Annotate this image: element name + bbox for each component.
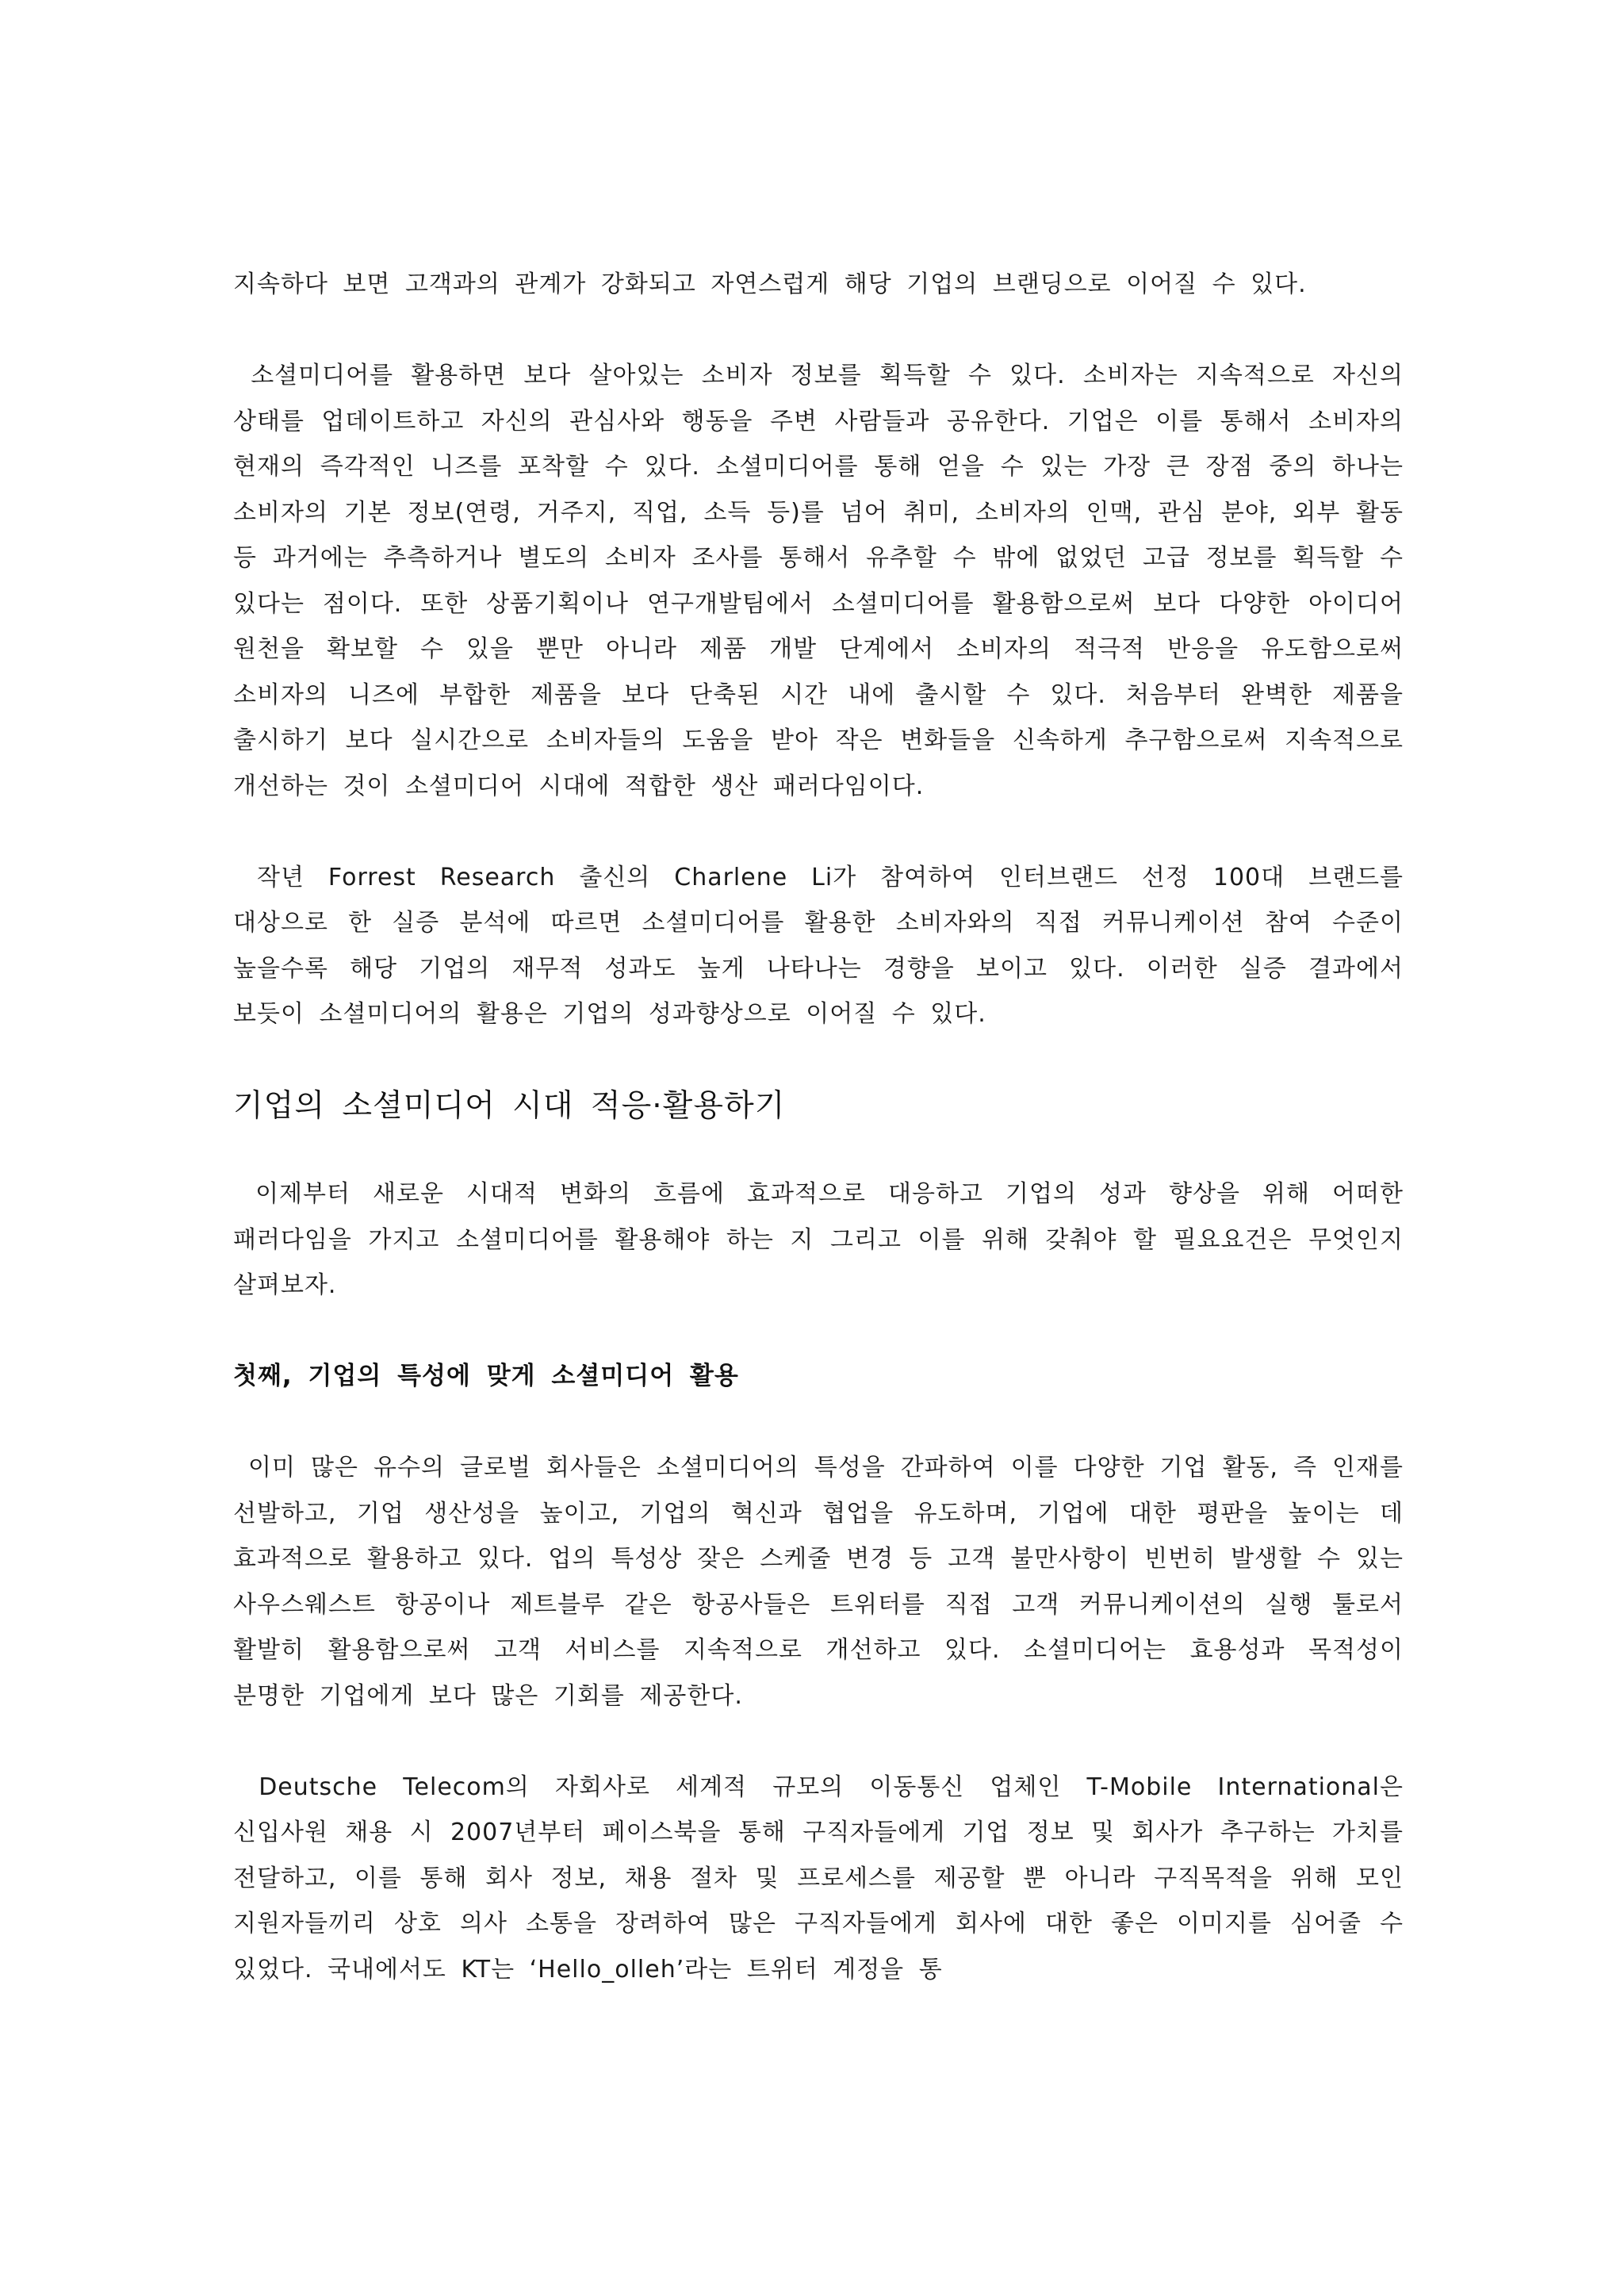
paragraph-consumer-info: 소셜미디어를 활용하면 보다 살아있는 소비자 정보를 획득할 수 있다. 소비자는 지속적으로 자신의 상태를 업데이트하고 자신의 관심사와 행동을 주변 사람들과 공유한다. 기업은 이를 통해서 소비자의 현재의 즉각적인 니즈를 포착할 수 있다. 소셜미디어를 통해 얻을 수 있는 가장 큰 장점 중의 하나는 소비자의 기본 정보(연령, 거주지, 직업, 소득 등)를 넘어 취미, 소비자의 인맥, 관심 분야, 외부 활동 등 과거에는 추측하거나 별도의 소비자 조사를 통해서 유추할 수 밖에 없었던 고급 정보를 획득할 수 있다는 점이다. 또한 상품기획이나 연구개발팀에서 소셜미디어를 활용함으로써 보다 다양한 아이디어 원천을 확보할 수 있을 뿐만 아니라 제품 개발 단계에서 소비자의 적극적 반응을 유도함으로써 소비자의 니즈에 부합한 제품을 보다 단축된 시간 내에 출시할 수 있다. 처음부터 완벽한 제품을 출시하기 보다 실시간으로 소비자들의 도움을 받아 작은 변화들을 신속하게 추구함으로써 지속적으로 개선하는 것이 소셜미디어 시대에 적합한 생산 패러다임이다. <box>233 362 1419 800</box>
paragraph-branding: 지속하다 보면 고객과의 관계가 강화되고 자연스럽게 해당 기업의 브랜딩으로 이어질 수 있다. <box>233 270 1307 298</box>
subsection-heading: 첫째, 기업의 특성에 맞게 소셜미디어 활용 <box>233 1362 739 1390</box>
paragraph-empirical-analysis: 작년 Forrest Research 출신의 Charlene Li가 참여하여 인터브랜드 선정 100대 브랜드를 대상으로 한 실증 분석에 따르면 소셜미디어를 활용한 소비자와의 직접 커뮤니케이션 참여 수준이 높을수록 해당 기업의 재무적 성과도 높게 나타나는 경향을 보이고 있다. 이러한 실증 결과에서 보듯이 소셜미디어의 활용은 기업의 성과향상으로 이어질 수 있다. <box>233 863 1419 1028</box>
paragraph-global-companies: 이미 많은 유수의 글로벌 회사들은 소셜미디어의 특성을 간파하여 이를 다양한 기업 활동, 즉 인재를 선발하고, 기업 생산성을 높이고, 기업의 혁신과 협업을 유도하며, 기업에 대한 평판을 높이는 데 효과적으로 활용하고 있다. 업의 특성상 잦은 스케줄 변경 등 고객 불만사항이 빈번히 발생할 수 있는 사우스웨스트 항공이나 제트블루 같은 항공사들은 트위터를 직접 고객 커뮤니케이션의 실행 툴로서 활발히 활용함으로써 고객 서비스를 지속적으로 개선하고 있다. 소셜미디어는 효용성과 목적성이 분명한 기업에게 보다 많은 기회를 제공한다. <box>233 1454 1419 1710</box>
section-heading: 기업의 소셜미디어 시대 적응·활용하기 <box>233 1088 786 1124</box>
paragraph-intro: 이제부터 새로운 시대적 변화의 흐름에 효과적으로 대응하고 기업의 성과 향상을 위해 어떠한 패러다임을 가지고 소셜미디어를 활용해야 하는 지 그리고 이를 위해 갖춰야 할 필요요건은 무엇인지 살펴보자. <box>233 1180 1419 1299</box>
paragraph-tmobile-example: Deutsche Telecom의 자회사로 세계적 규모의 이동통신 업체인 T-Mobile International은 신입사원 채용 시 2007년부터 페이스북을 통해 구직자들에게 기업 정보 및 회사가 추구하는 가치를 전달하고, 이를 통해 회사 정보, 채용 절차 및 프로세스를 제공할 뿐 아니라 구직목적을 위해 모인 지원자들끼리 상호 의사 소통을 장려하여 많은 구직자들에게 회사에 대한 좋은 이미지를 심어줄 수 있었다. 국내에서도 KT는 ‘Hello_olleh’라는 트위터 계정을 통 <box>233 1773 1419 1984</box>
document-body <box>233 262 1419 1992</box>
